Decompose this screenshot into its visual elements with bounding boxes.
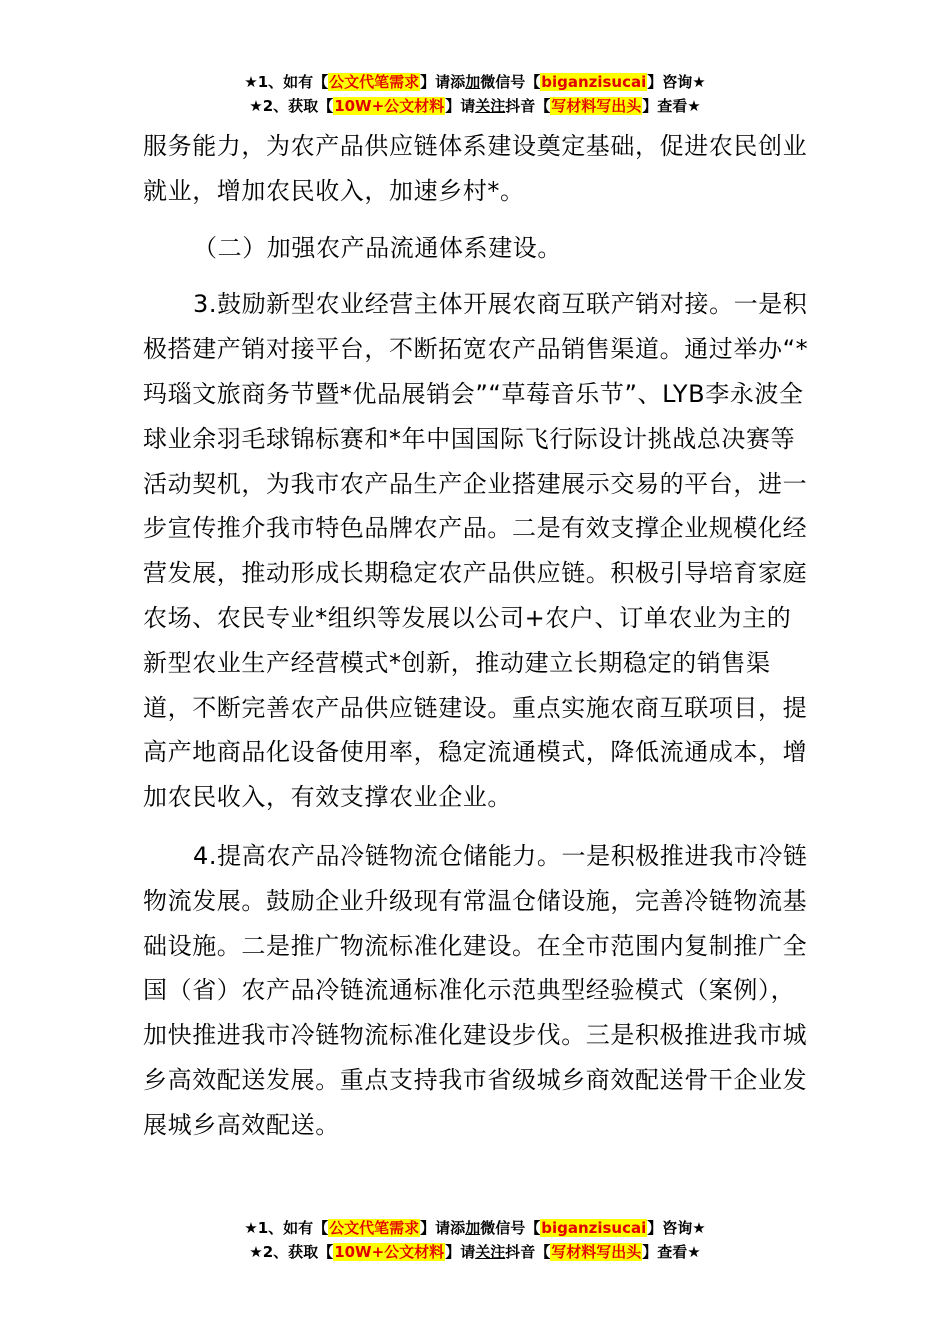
promo-line-1 [0, 70, 950, 94]
promo-text: 抖音【 [505, 1243, 551, 1261]
document-body [143, 124, 811, 1148]
promo-line-1 [0, 1216, 950, 1240]
continuation-paragraph: 服务能力，为农产品供应链体系建设奠定基础，促进农民创业就业，增加农民收入，加速乡村*。 [143, 132, 808, 205]
promo-text: ★1、如有【 [244, 73, 329, 91]
wechat-id-highlight: biganzisucai [541, 73, 647, 91]
promo-text: 】查看★ [642, 97, 701, 115]
promo-highlight: 公文代笔需求 [329, 1219, 420, 1237]
promo-text: 微信号【 [480, 73, 541, 91]
section-heading: （二）加强农产品流通体系建设。 [193, 233, 562, 262]
douyin-account-highlight: 写材料写出头 [551, 1243, 642, 1261]
promo-text: 】咨询★ [647, 1219, 706, 1237]
promo-text: 】请添 [420, 73, 466, 91]
promo-underlined-text: 加 [465, 1219, 481, 1237]
promo-line-2 [0, 94, 950, 118]
promo-text: 】咨询★ [647, 73, 706, 91]
footer-promo-banner [0, 1216, 950, 1264]
promo-underlined-text: 关注 [475, 97, 506, 115]
header-promo-banner [0, 70, 950, 118]
promo-text: 抖音【 [505, 97, 551, 115]
promo-underlined-text: 关注 [475, 1243, 506, 1261]
promo-text: 】查看★ [642, 1243, 701, 1261]
paragraph-3: 3.鼓励新型农业经营主体开展农商互联产销对接。一是积极搭建产销对接平台，不断拓宽农产品销售渠道。通过举办“*玛瑙文旅商务节暨*优品展销会”“草莓音乐节”、LYB李永波全球业余羽毛球锦标赛和*年中国国际飞行际设计挑战总决赛等活动契机，为我市农产品生产企业搭建展示交易的平台，进一步宣传推介我市特色品牌农产品。二是有效支撑企业规模化经营发展，推动形成长期稳定农产品供应链。积极引导培育家庭农场、农民专业*组织等发展以公司+农户、订单农业为主的新型农业生产经营模式*创新，推动建立长期稳定的销售渠道，不断完善农产品供应链建设。重点实施农商互联项目，提高产地商品化设备使用率，稳定流通模式，降低流通成本，增加农民收入，有效支撑农业企业。 [143, 290, 809, 812]
promo-highlight: 公文代笔需求 [329, 73, 420, 91]
promo-text: ★2、获取【 [249, 1243, 334, 1261]
promo-text: 】请 [445, 1243, 476, 1261]
promo-highlight: 10W+公文材料 [334, 97, 445, 115]
promo-text: 】请 [445, 97, 476, 115]
promo-text: 】请添 [420, 1219, 466, 1237]
promo-underlined-text: 加 [465, 73, 481, 91]
paragraph-4: 4.提高农产品冷链物流仓储能力。一是积极推进我市冷链物流发展。鼓励企业升级现有常温仓储设施，完善冷链物流基础设施。二是推广物流标准化建设。在全市范围内复制推广全国（省）农产品冷链流通标准化示范典型经验模式（案例），加快推进我市冷链物流标准化建设步伐。三是积极推进我市城乡高效配送发展。重点支持我市省级城乡商效配送骨干企业发展城乡高效配送。 [143, 841, 808, 1139]
promo-text: 微信号【 [480, 1219, 541, 1237]
wechat-id-highlight: biganzisucai [541, 1219, 647, 1237]
douyin-account-highlight: 写材料写出头 [551, 97, 642, 115]
promo-line-2 [0, 1240, 950, 1264]
promo-text: ★2、获取【 [249, 97, 334, 115]
promo-highlight: 10W+公文材料 [334, 1243, 445, 1261]
promo-text: ★1、如有【 [244, 1219, 329, 1237]
